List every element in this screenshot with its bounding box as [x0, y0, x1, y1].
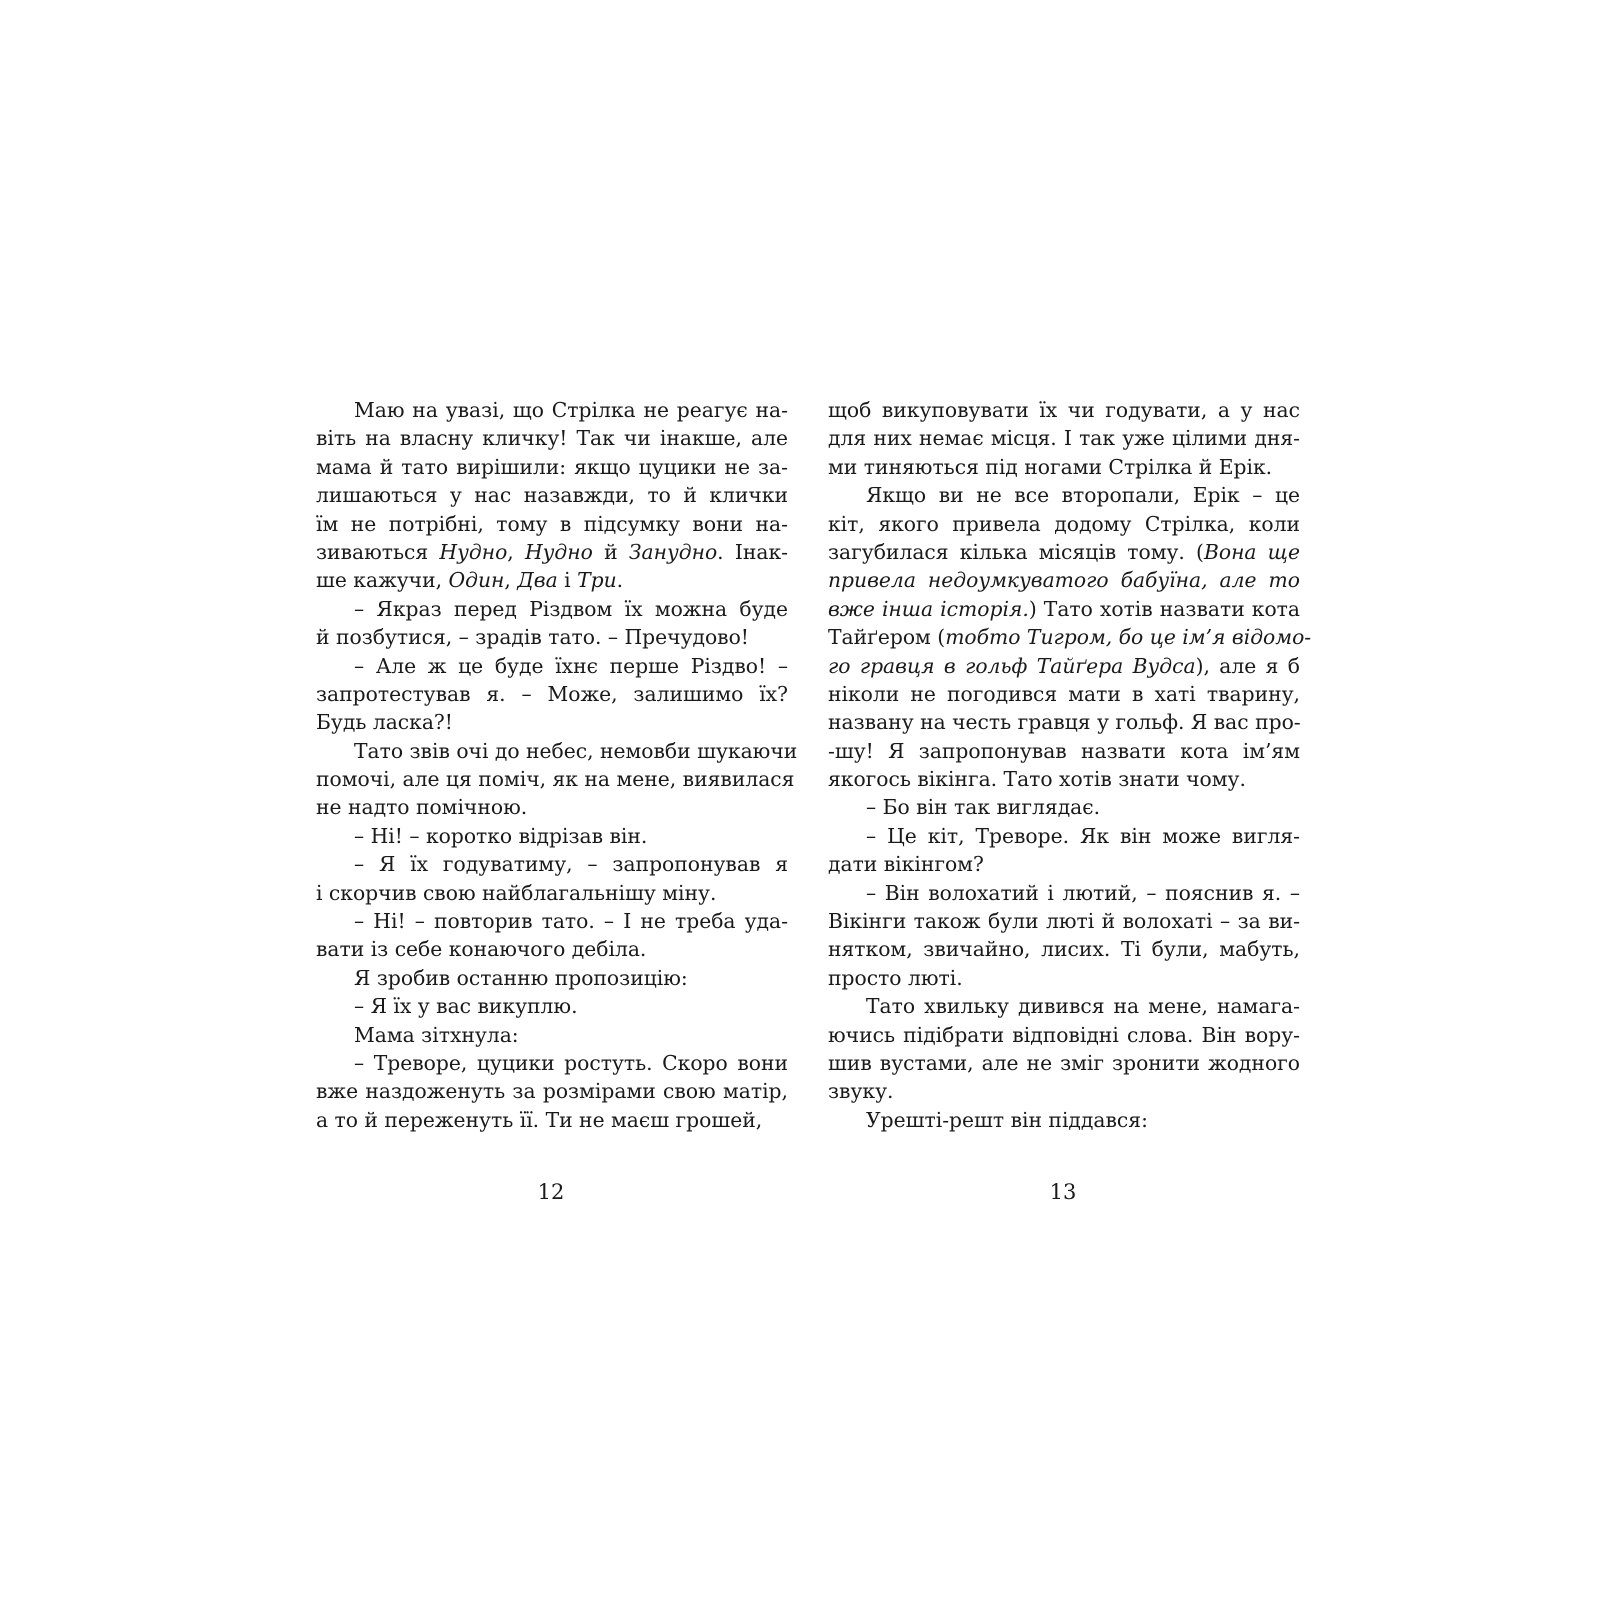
text-line	[828, 424, 1300, 452]
text-line	[828, 765, 1300, 793]
text-segment: кіт, якого привела додому Стрілка, коли	[828, 511, 1300, 536]
text-line	[828, 453, 1300, 481]
text-segment: і скорчив свою найблагальнішу міну.	[316, 880, 717, 905]
text-line	[316, 652, 788, 680]
text-segment: запротестував я. – Може, залишимо їх?	[316, 681, 788, 706]
text-segment: Урешті-решт він піддався:	[866, 1107, 1148, 1132]
text-line	[828, 652, 1300, 680]
text-segment: не надто помічною.	[316, 795, 528, 820]
text-segment: -шу! Я запропонував назвати кота ім’ям	[828, 738, 1300, 763]
text-segment: їм не потрібні, тому в підсумку вони на-	[316, 511, 788, 536]
text-segment: Маю на увазі, що Стрілка не реагує на-	[354, 398, 788, 422]
text-line	[316, 765, 795, 793]
text-segment: ми тиняються під ногами Стрілка й Ерік.	[828, 454, 1273, 479]
text-segment: ,	[504, 568, 518, 593]
text-segment: а то й переженуть її. Ти не маєш грошей,	[316, 1107, 763, 1132]
text-line	[828, 396, 1300, 424]
text-line	[828, 595, 1300, 623]
text-segment: і	[557, 568, 578, 593]
text-segment: – Ні! – повторив тато. – І не треба уда-	[354, 909, 788, 934]
text-line	[316, 1049, 788, 1077]
text-segment: дати вікінгом?	[828, 852, 984, 877]
text-segment: щоб викуповувати їх чи годувати, а у нас	[828, 398, 1300, 422]
text-line	[316, 680, 788, 708]
text-segment: ючись підібрати відповідні слова. Він вору-	[828, 1022, 1300, 1047]
page-number-right: 13	[1049, 1180, 1077, 1204]
text-line	[828, 907, 1300, 935]
text-line	[828, 1077, 1300, 1105]
text-segment: Якщо ви не все второпали, Ерік – це	[866, 483, 1300, 508]
text-segment: – Бо він так виглядає.	[866, 795, 1101, 820]
text-line	[316, 481, 788, 509]
text-line	[828, 737, 1300, 765]
text-segment: – Я їх у вас викуплю.	[354, 994, 578, 1019]
text-line	[828, 793, 1300, 821]
text-segment: й	[592, 539, 629, 564]
italic-text: Три	[577, 568, 617, 593]
text-line	[316, 935, 788, 963]
text-line	[316, 992, 788, 1020]
text-segment: .	[616, 568, 624, 593]
text-segment: – Але ж це буде їхнє перше Різдво! –	[354, 653, 788, 678]
text-line	[316, 1021, 788, 1049]
text-segment: . Інак-	[717, 539, 788, 564]
text-segment: для них немає місця. І так уже цілими дня-	[828, 426, 1300, 451]
text-segment: просто люті.	[828, 965, 963, 990]
text-segment: загубилася кілька місяців тому. (	[828, 539, 1204, 564]
text-line	[828, 680, 1300, 708]
text-line	[316, 453, 788, 481]
text-segment: – Я їх годуватиму, – запропонував я	[354, 852, 788, 877]
italic-text: Один	[448, 568, 505, 593]
text-segment: ), але я б	[1195, 653, 1301, 678]
text-line	[828, 1049, 1300, 1077]
text-line	[316, 850, 788, 878]
text-line	[316, 964, 788, 992]
text-segment: лишаються у нас назавжди, то й клички	[316, 483, 788, 508]
text-segment: Тато звів очі до небес, немовби шукаючи	[354, 738, 798, 763]
text-segment: Вікінги також були люті й волохаті – за ви-	[828, 909, 1300, 934]
text-line	[828, 992, 1300, 1020]
text-segment: нятком, звичайно, лисих. Ті були, мабуть,	[828, 937, 1300, 962]
page-number-left: 12	[537, 1180, 565, 1204]
text-line	[828, 481, 1300, 509]
italic-text: Вона ще	[1203, 539, 1300, 564]
text-line	[828, 1021, 1300, 1049]
text-segment: якогось вікінга. Тато хотів знати чому.	[828, 767, 1246, 792]
text-segment: ніколи не погодився мати в хаті тварину,	[828, 681, 1300, 706]
text-segment: – Ні! – коротко відрізав він.	[354, 823, 648, 848]
text-line	[316, 623, 788, 651]
text-segment: Тато хвильку дивився на мене, намага-	[866, 994, 1300, 1019]
italic-text: Занудно	[628, 539, 718, 564]
text-segment: – Якраз перед Різдвом їх можна буде	[354, 596, 788, 621]
text-line	[316, 396, 788, 424]
right-page-text	[828, 396, 1312, 1134]
italic-text: вже інша історія.	[828, 596, 1029, 621]
text-line	[316, 510, 788, 538]
text-line	[316, 1106, 788, 1134]
text-segment: звуку.	[828, 1079, 894, 1104]
text-line	[316, 822, 788, 850]
text-line	[828, 623, 1312, 651]
text-segment: вати із себе конаючого дебіла.	[316, 937, 647, 962]
text-line	[828, 566, 1300, 594]
text-segment: помочі, але ця поміч, як на мене, виявилася	[316, 767, 795, 792]
text-line	[316, 538, 788, 566]
text-line	[828, 879, 1300, 907]
text-line	[828, 935, 1300, 963]
text-line	[828, 822, 1300, 850]
text-line	[828, 850, 1300, 878]
text-segment: – Треворе, цуцики ростуть. Скоро вони	[354, 1050, 788, 1075]
italic-text: привела недоумкуватого бабуїна, але то	[828, 568, 1300, 593]
text-line	[828, 538, 1300, 566]
text-segment: Я зробив останню пропозицію:	[354, 965, 688, 990]
text-segment: мама й тато вирішили: якщо цуцики не за-	[316, 454, 788, 479]
text-line	[316, 595, 788, 623]
text-segment: Тайґером (	[828, 625, 946, 650]
text-line	[316, 737, 798, 765]
text-line	[316, 1077, 788, 1105]
italic-text: го гравця в гольф Тайґера Вудса	[828, 653, 1196, 678]
text-line	[316, 708, 788, 736]
text-segment: ,	[507, 539, 525, 564]
text-line	[316, 907, 788, 935]
text-segment: Будь ласка?!	[316, 710, 453, 735]
left-page-text	[316, 396, 798, 1134]
text-segment: шив вустами, але не зміг зронити жодного	[828, 1050, 1300, 1075]
text-segment: ) Тато хотів назвати кота	[1028, 596, 1300, 621]
text-line	[316, 793, 788, 821]
italic-text: Нудно	[439, 539, 508, 564]
text-line	[316, 424, 788, 452]
text-segment: – Це кіт, Треворе. Як він може вигля-	[866, 823, 1300, 848]
text-line	[828, 708, 1300, 736]
text-segment: Мама зітхнула:	[354, 1022, 519, 1047]
text-segment: й позбутися, – зрадів тато. – Пречудово!	[316, 625, 749, 650]
text-segment: ше кажучи,	[316, 568, 449, 593]
italic-text: Нудно	[524, 539, 593, 564]
text-line	[828, 510, 1300, 538]
text-segment: вже наздоженуть за розмірами свою матір,	[316, 1079, 788, 1104]
text-segment: – Він волохатий і лютий, – пояснив я. –	[866, 880, 1300, 905]
text-segment: віть на власну кличку! Так чи інакше, але	[316, 426, 788, 451]
text-line	[316, 879, 788, 907]
text-segment: названу на честь гравця у гольф. Я вас про-	[828, 710, 1301, 735]
text-line	[828, 1106, 1300, 1134]
text-segment: зиваються	[316, 539, 440, 564]
text-line	[828, 964, 1300, 992]
italic-text: Два	[517, 568, 558, 593]
italic-text: тобто Тигром, бо це ім’я відомо-	[945, 625, 1312, 650]
text-line	[316, 566, 788, 594]
